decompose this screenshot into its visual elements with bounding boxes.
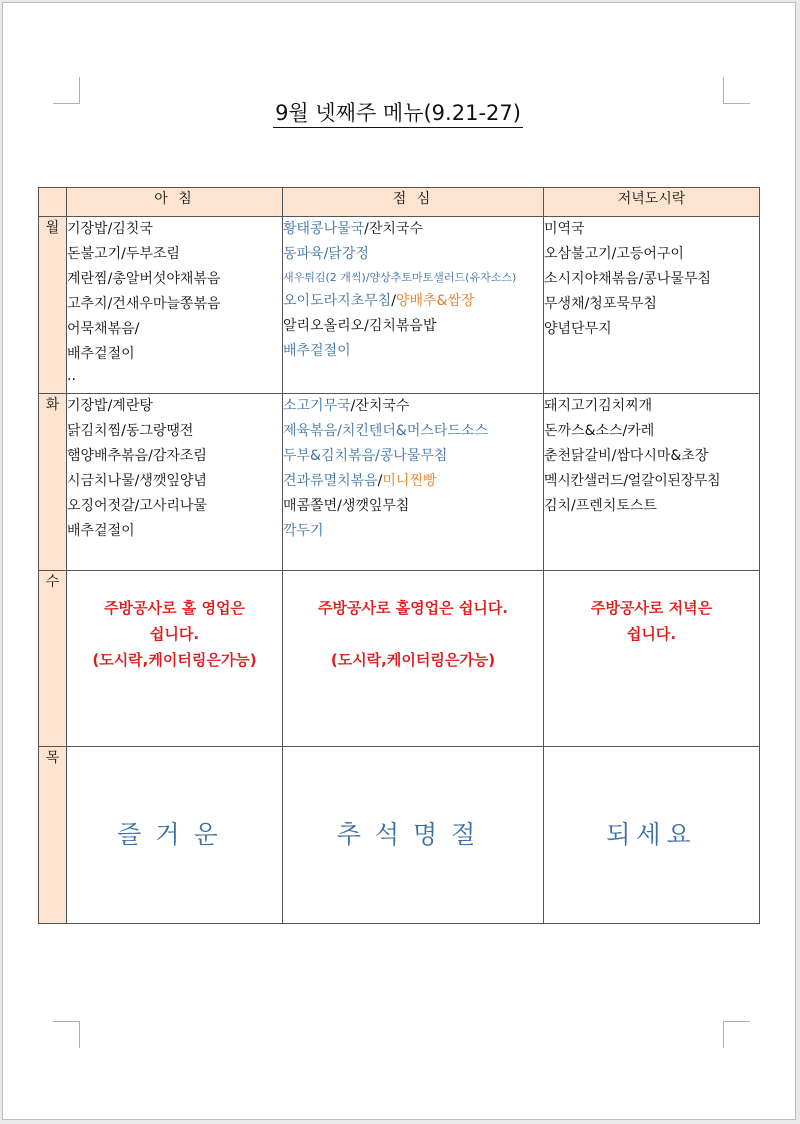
menu-item-main: 닭강정 — [328, 246, 369, 262]
holiday-greeting: 즐거운 — [117, 820, 232, 849]
notice-line: 쉽니다. — [149, 625, 200, 643]
wednesday-lunch — [283, 571, 544, 747]
menu-item-noodle: /잔치국수 — [350, 398, 410, 414]
monday-breakfast — [67, 217, 283, 394]
menu-item: 매콤쫄면/생깻잎무침 — [283, 498, 410, 514]
menu-item: 두부&김치볶음/콩나물무침 — [283, 448, 448, 464]
menu-item-separator: / — [323, 246, 329, 262]
menu-item: .. — [67, 368, 76, 384]
menu-item: 미역국 — [544, 221, 585, 237]
crop-mark-bottom-left — [53, 1021, 80, 1048]
page-title-wrap — [0, 97, 796, 127]
notice-line: 쉽니다. — [626, 625, 677, 643]
row-monday — [39, 217, 760, 394]
closure-notice — [544, 571, 759, 647]
holiday-greeting: 추석명절 — [336, 820, 490, 849]
weekly-menu-table — [38, 187, 760, 924]
menu-item-side: 양배추&쌈장 — [395, 293, 475, 309]
monday-lunch — [283, 217, 544, 394]
menu-item: 새우튀김(2 개씩)/양상추토마토샐러드(유자소스) — [283, 271, 517, 284]
menu-item: 소시지야채볶음/콩나물무침 — [544, 271, 712, 287]
notice-line: 주방공사로 저녁은 — [590, 599, 713, 617]
menu-item: 기장밥/김칫국 — [67, 221, 153, 237]
closure-notice — [67, 571, 282, 673]
menu-item — [283, 217, 543, 242]
tuesday-breakfast — [67, 394, 283, 571]
crop-mark-bottom-right — [723, 1021, 750, 1048]
row-wednesday — [39, 571, 760, 747]
menu-item: 양념단무지 — [544, 321, 612, 337]
menu-item-side: 오이도라지초무침 — [283, 293, 392, 309]
page-title: 9월 넷째주 메뉴(9.21-27) — [273, 101, 523, 128]
menu-item-noodle: /잔치국수 — [364, 221, 423, 237]
menu-item: 배추겉절이 — [283, 343, 351, 359]
tuesday-dinner — [544, 394, 760, 571]
menu-item: 알리오올리오/김치볶음밥 — [283, 318, 437, 334]
holiday-greeting: 되세요 — [606, 820, 697, 849]
menu-item: 계란찜/총알버섯야채볶음 — [67, 271, 221, 287]
menu-item-side: 미니찐빵 — [382, 473, 437, 489]
day-wednesday: 수 — [39, 571, 67, 747]
thursday-dinner — [544, 747, 760, 924]
row-thursday — [39, 747, 760, 924]
notice-line: 주방공사로 홀영업은 쉽니다. — [317, 599, 509, 617]
menu-item — [283, 394, 543, 419]
thursday-breakfast — [67, 747, 283, 924]
menu-item: 깍두기 — [283, 523, 324, 539]
tuesday-lunch — [283, 394, 544, 571]
day-tuesday: 화 — [39, 394, 67, 571]
menu-item — [283, 469, 543, 494]
menu-item-soup: 소고기무국 — [283, 398, 351, 414]
menu-item: 고추지/건새우마늘쫑볶음 — [67, 296, 221, 312]
menu-item: 멕시칸샐러드/얼갈이된장무침 — [544, 473, 721, 489]
menu-item-side: 견과류멸치볶음 — [283, 473, 378, 489]
menu-item: 배추겉절이 — [67, 346, 135, 362]
menu-item: 돈불고기/두부조림 — [67, 246, 180, 262]
menu-item-main: 동파육 — [283, 246, 324, 262]
notice-line: 주방공사로 홀 영업은 — [104, 599, 245, 617]
wednesday-dinner — [544, 571, 760, 747]
thursday-lunch — [283, 747, 544, 924]
menu-item — [283, 242, 543, 267]
menu-item: 햄양배추볶음/감자조림 — [67, 448, 207, 464]
menu-item-separator: / — [391, 293, 396, 309]
header-row — [39, 188, 760, 217]
header-lunch: 점 심 — [283, 188, 544, 217]
closure-notice — [283, 571, 543, 673]
menu-item: 무생채/청포묵무침 — [544, 296, 657, 312]
header-dinner: 저녁도시락 — [544, 188, 760, 217]
menu-item: 기장밥/계란탕 — [67, 398, 153, 414]
menu-item: 오삼불고기/고등어구이 — [544, 246, 684, 262]
menu-item-soup: 황태콩나물국 — [283, 221, 365, 237]
day-monday: 월 — [39, 217, 67, 394]
menu-item: 돈까스&소스/카레 — [544, 423, 655, 439]
menu-item: 춘천닭갈비/쌈다시마&초장 — [544, 448, 709, 464]
notice-line: (도시락,케이터링은가능) — [92, 651, 257, 669]
day-thursday: 목 — [39, 747, 67, 924]
notice-line: (도시락,케이터링은가능) — [330, 651, 496, 669]
menu-item: 돼지고기김치찌개 — [544, 398, 653, 414]
menu-item: 제육볶음/치킨텐더&머스타드소스 — [283, 423, 488, 439]
menu-item: 오징어젓갈/고사리나물 — [67, 498, 207, 514]
menu-item: 배추겉절이 — [67, 523, 135, 539]
menu-item: 어묵채볶음/ — [67, 321, 140, 337]
corner-cell — [39, 188, 67, 217]
menu-item: 닭김치찜/동그랑땡전 — [67, 423, 194, 439]
header-breakfast: 아 침 — [67, 188, 283, 217]
menu-item-separator: / — [377, 473, 383, 489]
menu-item: 김치/프렌치토스트 — [544, 498, 657, 514]
menu-item — [283, 289, 543, 314]
wednesday-breakfast — [67, 571, 283, 747]
monday-dinner — [544, 217, 760, 394]
row-tuesday — [39, 394, 760, 571]
menu-item: 시금치나물/생깻잎양념 — [67, 473, 207, 489]
